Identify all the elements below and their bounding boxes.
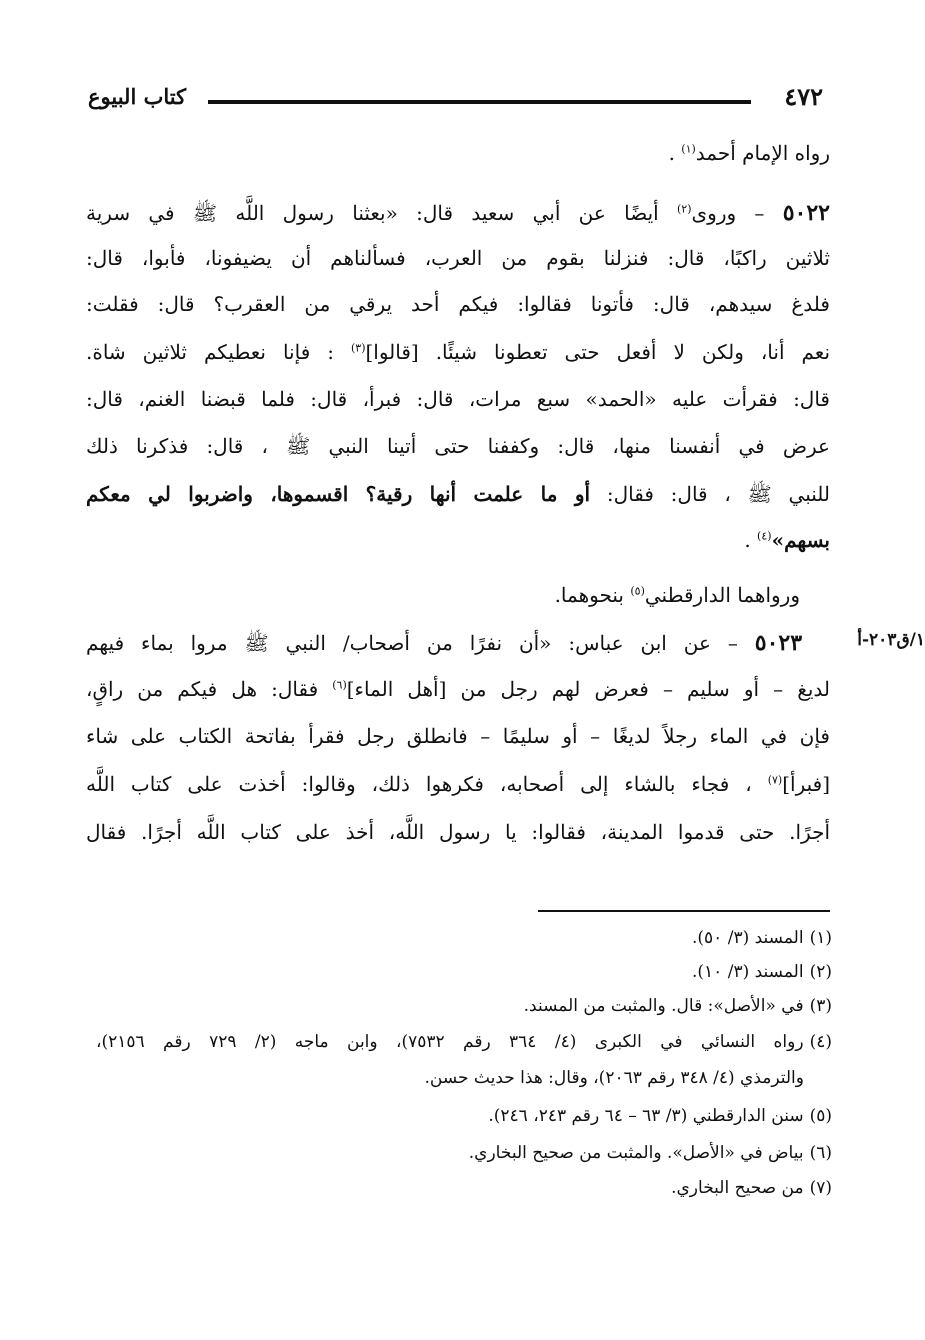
footnote-text: بياض في «الأصل». والمثبت من صحيح البخاري. xyxy=(468,1143,804,1163)
footnote-4 xyxy=(96,1034,832,1051)
book-title: كتاب البيوع xyxy=(88,84,187,109)
text-segment: لديغ – أو سليم – فعرض لهم رجل من [أهل الماء] xyxy=(346,677,831,701)
text-segment: ، فجاء بالشاء إلى أصحابه، فكرهوا ذلك، وقالوا: أخذت على كتاب اللَّه xyxy=(86,772,752,796)
text-segment: للنبي ﷺ ، قال: فقال: xyxy=(606,482,831,506)
body-line-5 xyxy=(86,342,830,362)
footnote-number: (٧) xyxy=(809,1178,832,1198)
header-rule xyxy=(208,100,751,104)
footnote-number: (٥) xyxy=(809,1106,832,1126)
footnote-text: المسند (٣/ ١٠). xyxy=(691,962,804,982)
footnote-text: من صحيح البخاري. xyxy=(671,1178,804,1198)
manuscript-folio-note: ١/ق٢٠٣-أ xyxy=(857,630,925,650)
body-line-2 xyxy=(86,202,830,224)
body-line-8 xyxy=(86,484,830,504)
hadith-number: ٥٠٢٢ xyxy=(782,200,830,226)
body-line-10 xyxy=(555,585,800,605)
text-segment: . xyxy=(668,141,675,165)
footnote-ref: (٦) xyxy=(332,678,347,692)
footnote-ref: (٤) xyxy=(757,529,772,543)
text-segment: – وروى xyxy=(691,201,765,225)
footnote-number: (٢) xyxy=(809,962,832,982)
body-line-1 xyxy=(669,143,830,163)
page-header xyxy=(88,78,823,118)
footnote-ref: (١) xyxy=(681,142,696,156)
footnote-separator xyxy=(538,910,830,912)
footnote-2 xyxy=(692,964,832,981)
text-segment: رواه الإمام أحمد xyxy=(695,141,830,165)
body-line-12 xyxy=(86,679,830,699)
body-line-15: أجرًا. حتى قدموا المدينة، فقالوا: يا رسول اللَّه، أخذ على كتاب اللَّه أجرًا. فقال xyxy=(86,820,830,844)
footnote-4-continuation: والترمذي (٤/ ٣٤٨ رقم ٢٠٦٣)، وقال: هذا حديث حسن. xyxy=(424,1068,804,1088)
body-line-4: فلدغ سيدهم، قال: فأتونا فقالوا: فيكم أحد يرقي من العقرب؟ قال: فقلت: xyxy=(86,292,830,316)
footnote-3 xyxy=(524,998,832,1015)
footnote-text: في «الأصل»: قال. والمثبت من المسند. xyxy=(523,996,804,1016)
footnote-1 xyxy=(692,930,832,947)
page-number: ٤٧٢ xyxy=(784,82,823,111)
footnote-text: سنن الدارقطني (٣/ ٦٣ – ٦٤ رقم ٢٤٣، ٢٤٦). xyxy=(488,1106,804,1126)
footnote-ref: (٧) xyxy=(767,773,783,787)
prophet-quote: أو ما علمت أنها رقية؟ اقسموها، واضربوا لي معكم xyxy=(86,482,591,506)
body-line-11 xyxy=(86,632,802,654)
hadith-number: ٥٠٢٣ xyxy=(754,630,803,656)
footnote-5 xyxy=(488,1108,832,1125)
text-segment: بنحوهما. xyxy=(554,583,624,607)
text-segment: ورواهما الدارقطني xyxy=(644,583,800,607)
footnote-ref: (٢) xyxy=(676,202,692,216)
prophet-quote: بسهم» xyxy=(771,528,830,552)
text-segment: – عن ابن عباس: «أن نفرًا من أصحاب/ النبي ﷺ مروا بماء فيهم xyxy=(86,631,738,655)
footnote-text: المسند (٣/ ٥٠). xyxy=(691,928,804,948)
footnote-7 xyxy=(671,1180,832,1197)
body-line-6: قال: فقرأت عليه «الحمد» سبع مرات، قال: فبرأ، قال: فلما قبضنا الغنم، قال: xyxy=(86,387,830,411)
footnote-number: (٤) xyxy=(809,1032,832,1052)
footnote-number: (٦) xyxy=(809,1143,832,1163)
footnote-ref: (٥) xyxy=(630,584,645,598)
text-segment: فقال: هل فيكم من راقٍ، xyxy=(86,677,319,701)
footnote-number: (٣) xyxy=(809,996,832,1016)
text-segment: أيضًا عن أبي سعيد قال: «بعثنا رسول اللَّه ﷺ في سرية xyxy=(86,201,659,225)
body-line-3: ثلاثين راكبًا، قال: فنزلنا بقوم من العرب، فسألناهم أن يضيفونا، فأبوا، قال: xyxy=(86,246,830,270)
text-segment: : فإنا نعطيكم ثلاثين شاة. xyxy=(86,340,334,364)
footnote-text: رواه النسائي في الكبرى (٤/ ٣٦٤ رقم ٧٥٣٢)، وابن ماجه (٢/ ٧٢٩ رقم ٢١٥٦)، xyxy=(96,1032,804,1052)
text-segment: [فبرأ] xyxy=(782,772,831,796)
footnote-number: (١) xyxy=(809,928,832,948)
footnote-ref: (٣) xyxy=(350,341,366,355)
body-line-7: عرض في أنفسنا منها، قال: وكففنا حتى أتينا النبي ﷺ ، قال: فذكرنا ذلك xyxy=(86,434,830,458)
body-line-14 xyxy=(86,774,830,794)
body-line-9 xyxy=(744,530,830,550)
footnote-6 xyxy=(469,1145,832,1162)
body-line-13: فإن في الماء رجلاً لديغًا – أو سليمًا – فانطلق رجل فقرأ بفاتحة الكتاب على شاء xyxy=(86,724,830,748)
text-segment: نعم أنا، ولكن لا أفعل حتى تعطونا شيئًا. [قالوا] xyxy=(365,340,831,364)
text-segment: . xyxy=(744,528,751,552)
